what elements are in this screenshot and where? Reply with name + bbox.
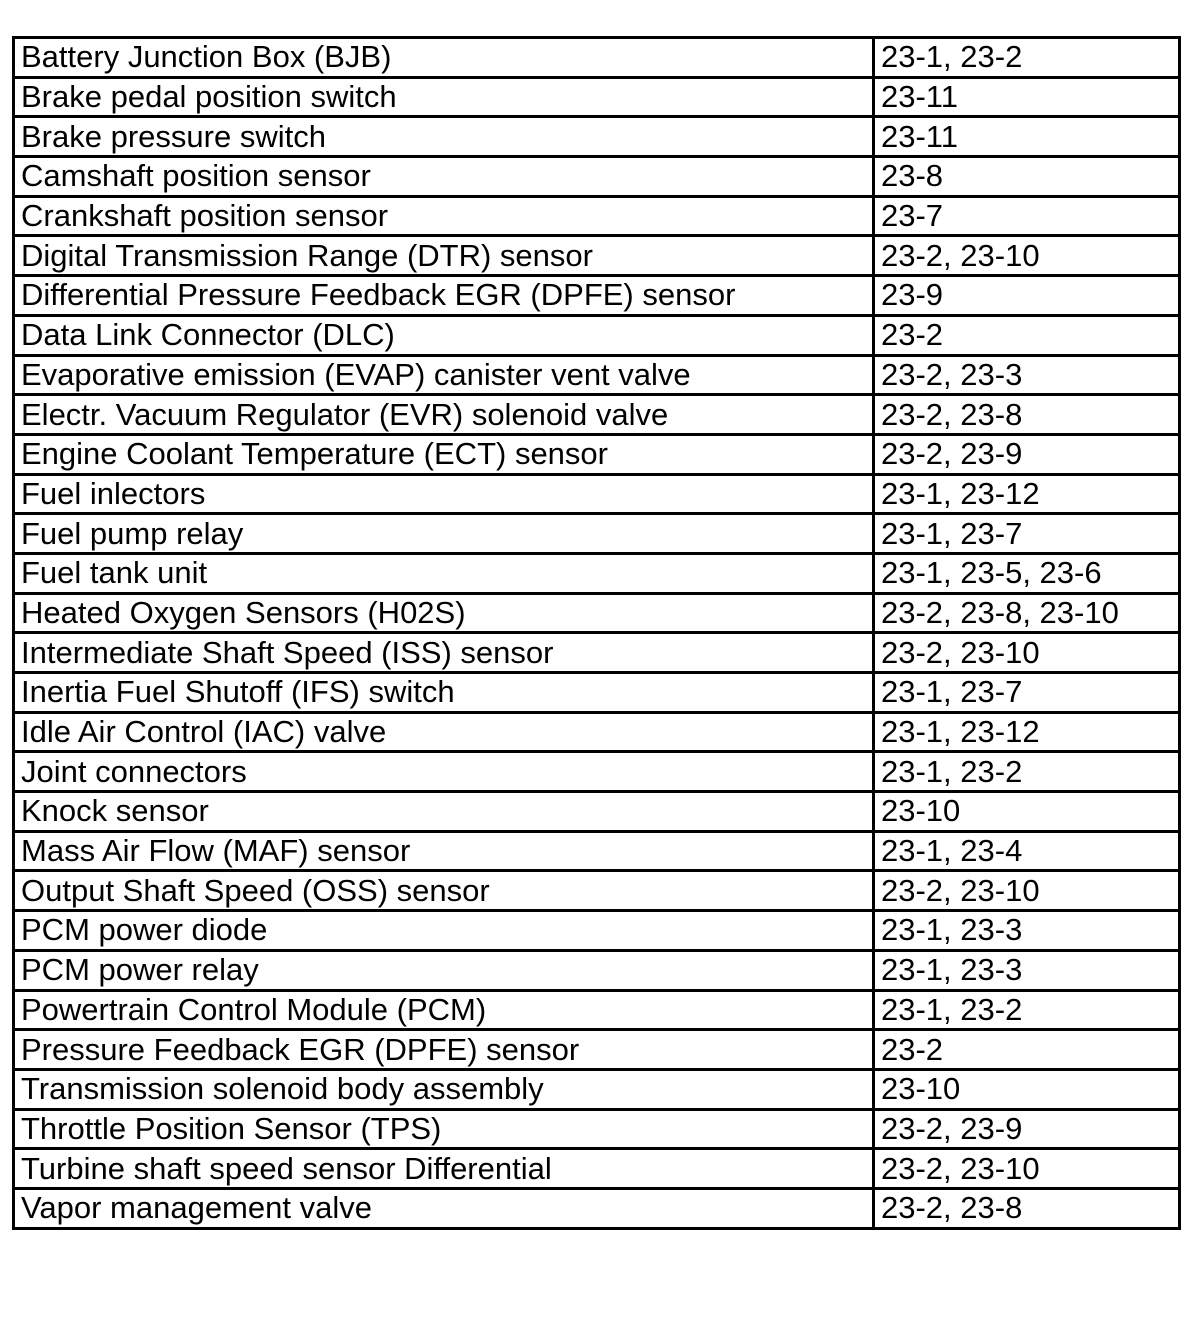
table-row [14, 1149, 1180, 1189]
table-row [14, 395, 1180, 435]
table-row [14, 752, 1180, 792]
page-ref-cell: 23-2, 23-10 [874, 633, 1180, 673]
page-ref-cell: 23-11 [874, 117, 1180, 157]
page-ref-cell: 23-2, 23-10 [874, 871, 1180, 911]
page-ref-cell: 23-1, 23-2 [874, 990, 1180, 1030]
component-name-cell: Turbine shaft speed sensor Differential [14, 1149, 874, 1189]
page-ref-cell: 23-2, 23-8 [874, 1188, 1180, 1228]
component-name-cell: Throttle Position Sensor (TPS) [14, 1109, 874, 1149]
component-index [12, 36, 1178, 1230]
table-row [14, 831, 1180, 871]
table-row [14, 712, 1180, 752]
page-ref-cell: 23-10 [874, 1069, 1180, 1109]
table-row [14, 990, 1180, 1030]
component-name-cell: Vapor management valve [14, 1188, 874, 1228]
page-ref-cell: 23-10 [874, 792, 1180, 832]
page-ref-cell: 23-2, 23-8 [874, 395, 1180, 435]
page-ref-cell: 23-7 [874, 196, 1180, 236]
component-name-cell: PCM power relay [14, 950, 874, 990]
page-ref-cell: 23-1, 23-5, 23-6 [874, 553, 1180, 593]
table-row [14, 117, 1180, 157]
page-ref-cell: 23-1, 23-7 [874, 673, 1180, 713]
page-ref-cell: 23-1, 23-7 [874, 514, 1180, 554]
component-name-cell: Battery Junction Box (BJB) [14, 38, 874, 78]
page-ref-cell: 23-1, 23-3 [874, 911, 1180, 951]
component-name-cell: Fuel tank unit [14, 553, 874, 593]
page-ref-cell: 23-1, 23-3 [874, 950, 1180, 990]
table-row [14, 792, 1180, 832]
page-ref-cell: 23-2, 23-3 [874, 355, 1180, 395]
table-row [14, 911, 1180, 951]
page-ref-cell: 23-1, 23-12 [874, 712, 1180, 752]
component-name-cell: Evaporative emission (EVAP) canister vent valve [14, 355, 874, 395]
component-index-table [12, 36, 1181, 1230]
table-row [14, 593, 1180, 633]
table-row [14, 1188, 1180, 1228]
table-row [14, 157, 1180, 197]
component-name-cell: Output Shaft Speed (OSS) sensor [14, 871, 874, 911]
table-row [14, 236, 1180, 276]
table-row [14, 1109, 1180, 1149]
table-body [14, 38, 1180, 1229]
component-name-cell: Mass Air Flow (MAF) sensor [14, 831, 874, 871]
page-ref-cell: 23-2, 23-10 [874, 236, 1180, 276]
table-row [14, 38, 1180, 78]
page-ref-cell: 23-2, 23-9 [874, 434, 1180, 474]
table-row [14, 276, 1180, 316]
component-name-cell: Idle Air Control (IAC) valve [14, 712, 874, 752]
component-name-cell: Inertia Fuel Shutoff (IFS) switch [14, 673, 874, 713]
component-name-cell: Heated Oxygen Sensors (H02S) [14, 593, 874, 633]
table-row [14, 434, 1180, 474]
table-row [14, 1030, 1180, 1070]
table-row [14, 950, 1180, 990]
table-row [14, 77, 1180, 117]
component-name-cell: Joint connectors [14, 752, 874, 792]
table-row [14, 514, 1180, 554]
component-name-cell: Knock sensor [14, 792, 874, 832]
page-ref-cell: 23-1, 23-4 [874, 831, 1180, 871]
table-row [14, 315, 1180, 355]
page-ref-cell: 23-1, 23-12 [874, 474, 1180, 514]
component-name-cell: Brake pressure switch [14, 117, 874, 157]
table-row [14, 474, 1180, 514]
table-row [14, 355, 1180, 395]
table-row [14, 673, 1180, 713]
table-row [14, 871, 1180, 911]
page-ref-cell: 23-2, 23-10 [874, 1149, 1180, 1189]
component-name-cell: PCM power diode [14, 911, 874, 951]
component-name-cell: Data Link Connector (DLC) [14, 315, 874, 355]
table-row [14, 1069, 1180, 1109]
component-name-cell: Powertrain Control Module (PCM) [14, 990, 874, 1030]
component-name-cell: Transmission solenoid body assembly [14, 1069, 874, 1109]
page-ref-cell: 23-2 [874, 315, 1180, 355]
component-name-cell: Intermediate Shaft Speed (ISS) sensor [14, 633, 874, 673]
page-ref-cell: 23-1, 23-2 [874, 752, 1180, 792]
page-ref-cell: 23-11 [874, 77, 1180, 117]
page-ref-cell: 23-2, 23-9 [874, 1109, 1180, 1149]
page-ref-cell: 23-2, 23-8, 23-10 [874, 593, 1180, 633]
page-ref-cell: 23-1, 23-2 [874, 38, 1180, 78]
table-row [14, 196, 1180, 236]
component-name-cell: Camshaft position sensor [14, 157, 874, 197]
component-name-cell: Fuel pump relay [14, 514, 874, 554]
component-name-cell: Pressure Feedback EGR (DPFE) sensor [14, 1030, 874, 1070]
component-name-cell: Crankshaft position sensor [14, 196, 874, 236]
table-row [14, 633, 1180, 673]
component-name-cell: Brake pedal position switch [14, 77, 874, 117]
component-name-cell: Electr. Vacuum Regulator (EVR) solenoid valve [14, 395, 874, 435]
component-name-cell: Differential Pressure Feedback EGR (DPFE) sensor [14, 276, 874, 316]
component-name-cell: Fuel inlectors [14, 474, 874, 514]
table-row [14, 553, 1180, 593]
component-name-cell: Digital Transmission Range (DTR) sensor [14, 236, 874, 276]
page-ref-cell: 23-8 [874, 157, 1180, 197]
page-ref-cell: 23-9 [874, 276, 1180, 316]
component-name-cell: Engine Coolant Temperature (ECT) sensor [14, 434, 874, 474]
page-ref-cell: 23-2 [874, 1030, 1180, 1070]
